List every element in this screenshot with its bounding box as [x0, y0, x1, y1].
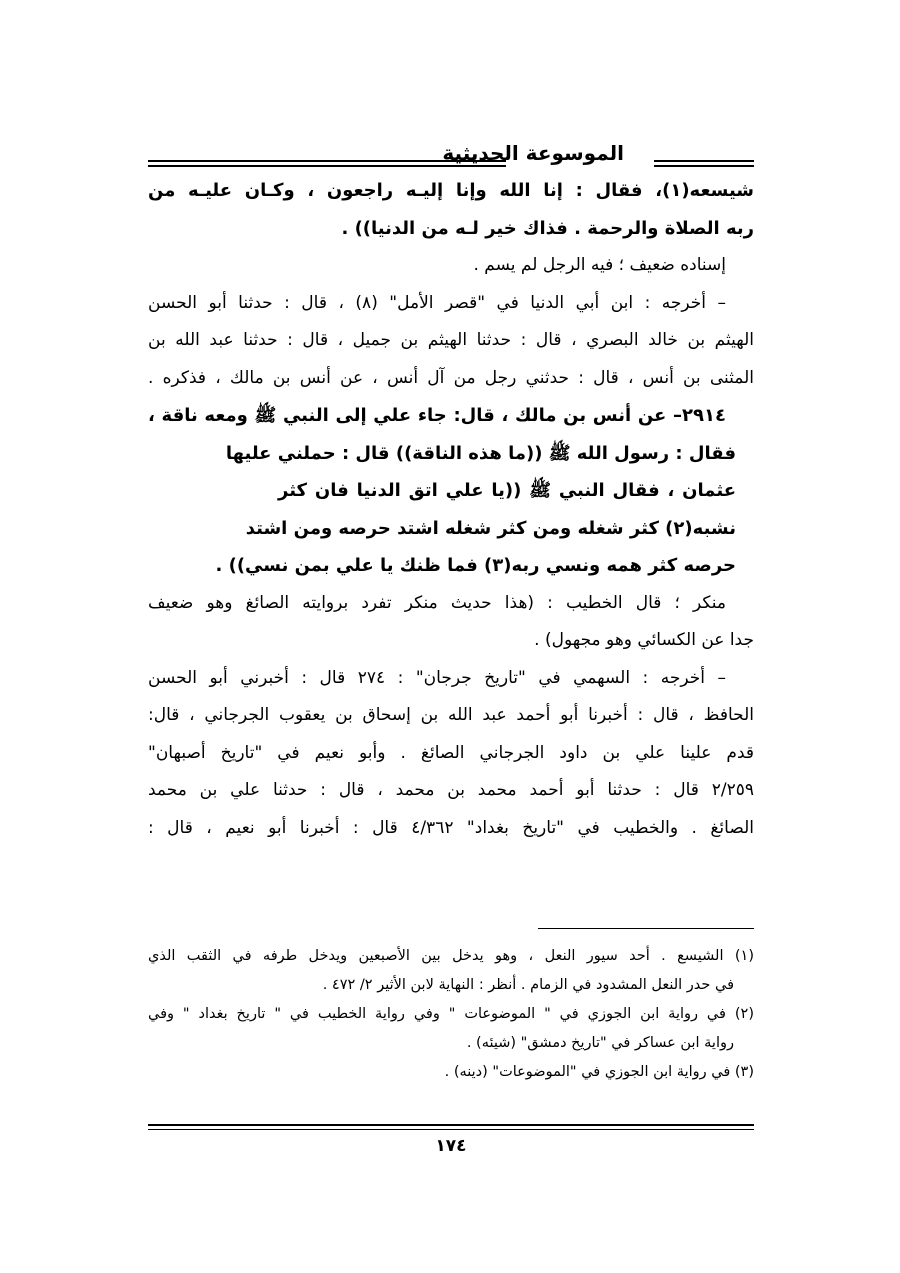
text-line: ٢/٢٥٩ قال : حدثنا أبو أحمد محمد بن محمد ، قال : حدثنا علي بن محمد: [148, 780, 754, 800]
text-line: ربه الصلاة والرحمة . فذاك خير لـه من الدنيا)) .: [341, 217, 754, 239]
main-text: [148, 172, 754, 847]
hadith-line: عثمان ، فقال النبي ﷺ ((يا علي اتق الدنيا فان كثر: [278, 480, 736, 501]
footnote-line: في حدر النعل المشدود في الزمام . أنظر : النهاية لابن الأثير ٢/ ٤٧٢ .: [322, 977, 734, 993]
book-page: [148, 132, 754, 1167]
hadith-line: فقال : رسول الله ﷺ ((ما هذه الناقة)) قال : حملني عليها: [225, 442, 736, 464]
text-line: منكر ؛ قال الخطيب : (هذا حديث منكر تفرد بروايته الصائغ وهو ضعيف: [148, 592, 726, 613]
text-line: إسناده ضعيف ؛ فيه الرجل لم يسم .: [473, 255, 726, 275]
footnote-separator: [538, 928, 754, 929]
hadith-line: حرصه كثر همه ونسي ربه(٣) فما ظنك يا علي بمن نسي)) .: [215, 555, 736, 576]
footnotes: [148, 942, 754, 1087]
text-line: – أخرجه : ابن أبي الدنيا في "قصر الأمل" (٨) ، قال : حدثنا أبو الحسن: [148, 292, 727, 313]
bottom-rule: [148, 1124, 754, 1130]
text-line: الحافظ ، قال : أخبرنا أبو أحمد عبد الله بن إسحاق بن يعقوب الجرجاني ، قال:: [148, 705, 754, 725]
hadith-line: نشبه(٢) كثر شغله ومن كثر شغله اشتد حرصه ومن اشتد: [245, 517, 736, 539]
footnote-line: (٢) في رواية ابن الجوزي في " الموضوعات " وفي رواية الخطيب في " تاريخ بغداد " وفي: [148, 1006, 754, 1022]
bottom-rule-thin: [148, 1129, 754, 1130]
header-title: الموسوعة الحديثية: [442, 141, 624, 165]
footnote-line: رواية ابن عساكر في "تاريخ دمشق" (شيئه) .: [466, 1035, 734, 1051]
text-line: جدا عن الكسائي وهو مجهول) .: [534, 630, 754, 650]
text-line: الهيثم بن خالد البصري ، قال : حدثنا الهيثم بن جميل ، قال : حدثنا عبد الله بن: [148, 330, 754, 350]
text-line: – أخرجه : السهمي في "تاريخ جرجان" : ٢٧٤ قال : أخبرني أبو الحسن: [148, 667, 726, 688]
footnote-line: (١) الشيسع . أحد سيور النعل ، وهو يدخل بين الأصبعين ويدخل طرفه في الثقب الذي: [148, 948, 754, 964]
header-rule-right-2: [654, 165, 754, 167]
text-line: المثنى بن أنس ، قال : حدثني رجل من آل أنس ، عن أنس بن مالك ، فذكره .: [148, 367, 754, 388]
text-line: قدم علينا علي بن داود الجرجاني الصائغ . وأبو نعيم في "تاريخ أصبهان": [148, 742, 754, 763]
header-rule-left-2: [148, 165, 506, 167]
hadith-line: ٢٩١٤– عن أنس بن مالك ، قال: جاء علي إلى النبي ﷺ ومعه ناقة ،: [148, 405, 726, 426]
header-rule-left: [148, 160, 506, 162]
text-line: الصائغ . والخطيب في "تاريخ بغداد" ٤/٣٦٢ قال : أخبرنا أبو نعيم ، قال :: [148, 817, 754, 838]
page-number: ١٧٤: [435, 1136, 467, 1156]
header-rule-right: [654, 160, 754, 162]
text-line: شيسعه(١)، فقال : إنا الله وإنا إليـه راجعون ، وكـان عليـه من: [148, 180, 754, 201]
running-header: [148, 138, 754, 172]
footnote-line: (٣) في رواية ابن الجوزي في "الموضوعات" (دينه) .: [444, 1064, 754, 1080]
bottom-rule-thick: [148, 1124, 754, 1126]
